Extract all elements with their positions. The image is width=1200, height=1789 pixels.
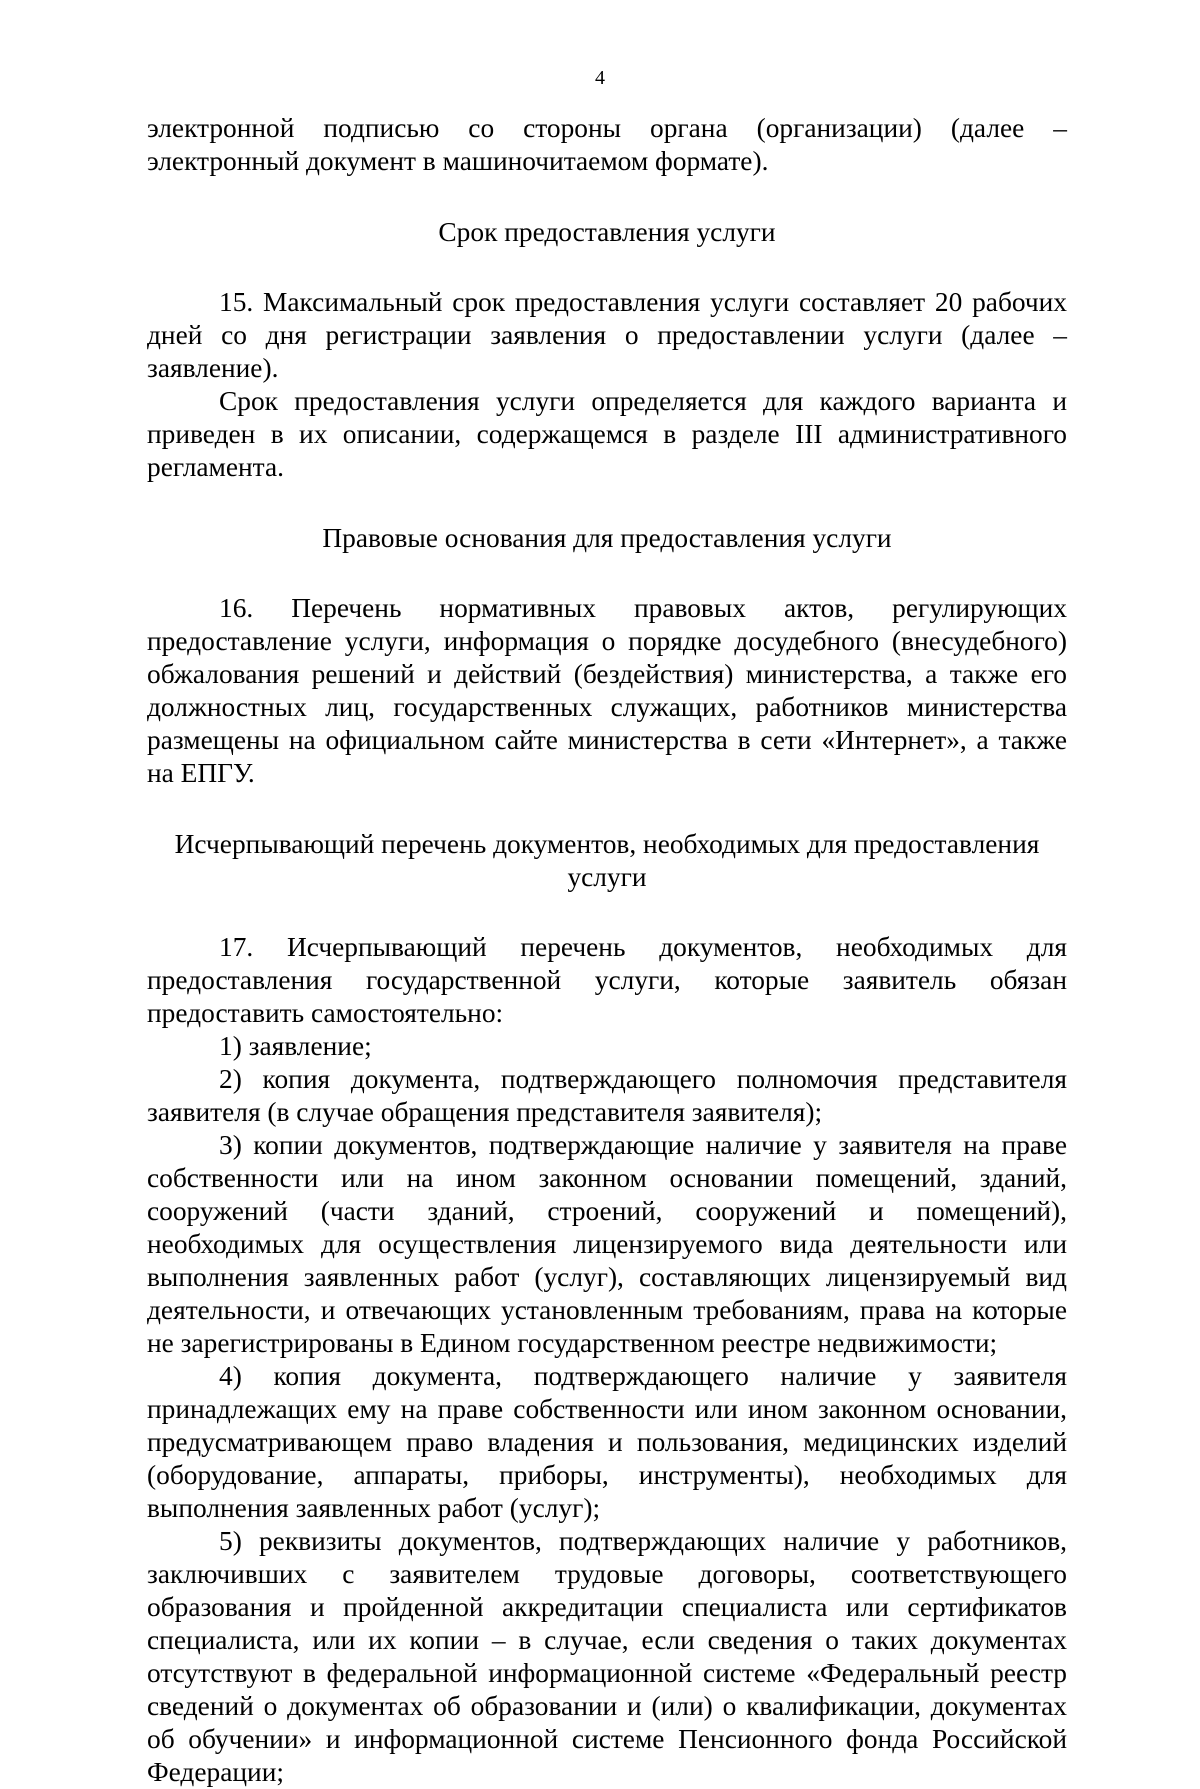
list-item-2: 2) копия документа, подтверждающего полномочия представителя заявителя (в случае обращения представителя заявителя); [147, 1064, 1067, 1127]
page-number: 4 [595, 67, 605, 89]
list-item-1: 1) заявление; [219, 1031, 372, 1061]
list-item-4: 4) копия документа, подтверждающего наличие у заявителя принадлежащих ему на праве собственности или ином законном основании, предусматривающем право владения и пользования, медицинских изделий (оборудование, аппараты, приборы, инструменты), необходимых для выполнения заявленных работ (услуг); [147, 1361, 1067, 1523]
paragraph-15: 15. Максимальный срок предоставления услуги составляет 20 рабочих дней со дня регистрации заявления о предоставлении услуги (далее – заявление). [147, 287, 1067, 383]
intro-paragraph: электронной подписью со стороны органа (организации) (далее – электронный документ в машиночитаемом формате). [147, 113, 1067, 176]
list-item-5: 5) реквизиты документов, подтверждающих наличие у работников, заключивших с заявителем трудовые договоры, соответствующего образования и пройденной аккредитации специалиста или сертификатов специалиста, или их копии – в случае, если сведения о таких документах отсутствуют в федеральной информационной системе «Федеральный реестр сведений о документах об образовании и (или) о квалификации, документах об обучении» и информационной системе Пенсионного фонда Российской Федерации; [147, 1526, 1067, 1787]
paragraph-15-continued: Срок предоставления услуги определяется для каждого варианта и приведен в их описании, содержащемся в разделе III административного регламента. [147, 386, 1067, 482]
list-item-3: 3) копии документов, подтверждающие наличие у заявителя на праве собственности или на ином законном основании помещений, зданий, сооружений (части зданий, строений, сооружений и помещений), необходимых для осуществления лицензируемого вида деятельности или выполнения заявленных работ (услуг), составляющих лицензируемый вид деятельности, и отвечающих установленным требованиям, права на которые не зарегистрированы в Едином государственном реестре недвижимости; [147, 1130, 1067, 1358]
heading-legal-basis: Правовые основания для предоставления услуги [322, 523, 892, 553]
heading-documents-list: Исчерпывающий перечень документов, необходимых для предоставления услуги [174, 829, 1040, 892]
heading-service-term: Срок предоставления услуги [438, 217, 776, 247]
document-body [147, 112, 1067, 1789]
paragraph-17: 17. Исчерпывающий перечень документов, необходимых для предоставления государственной услуги, которые заявитель обязан предоставить самостоятельно: [147, 932, 1067, 1028]
paragraph-16: 16. Перечень нормативных правовых актов, регулирующих предоставление услуги, информация о порядке досудебного (внесудебного) обжалования решений и действий (бездействия) министерства, а также его должностных лиц, государственных служащих, работников министерства размещены на официальном сайте министерства в сети «Интернет», а также на ЕПГУ. [147, 593, 1067, 788]
